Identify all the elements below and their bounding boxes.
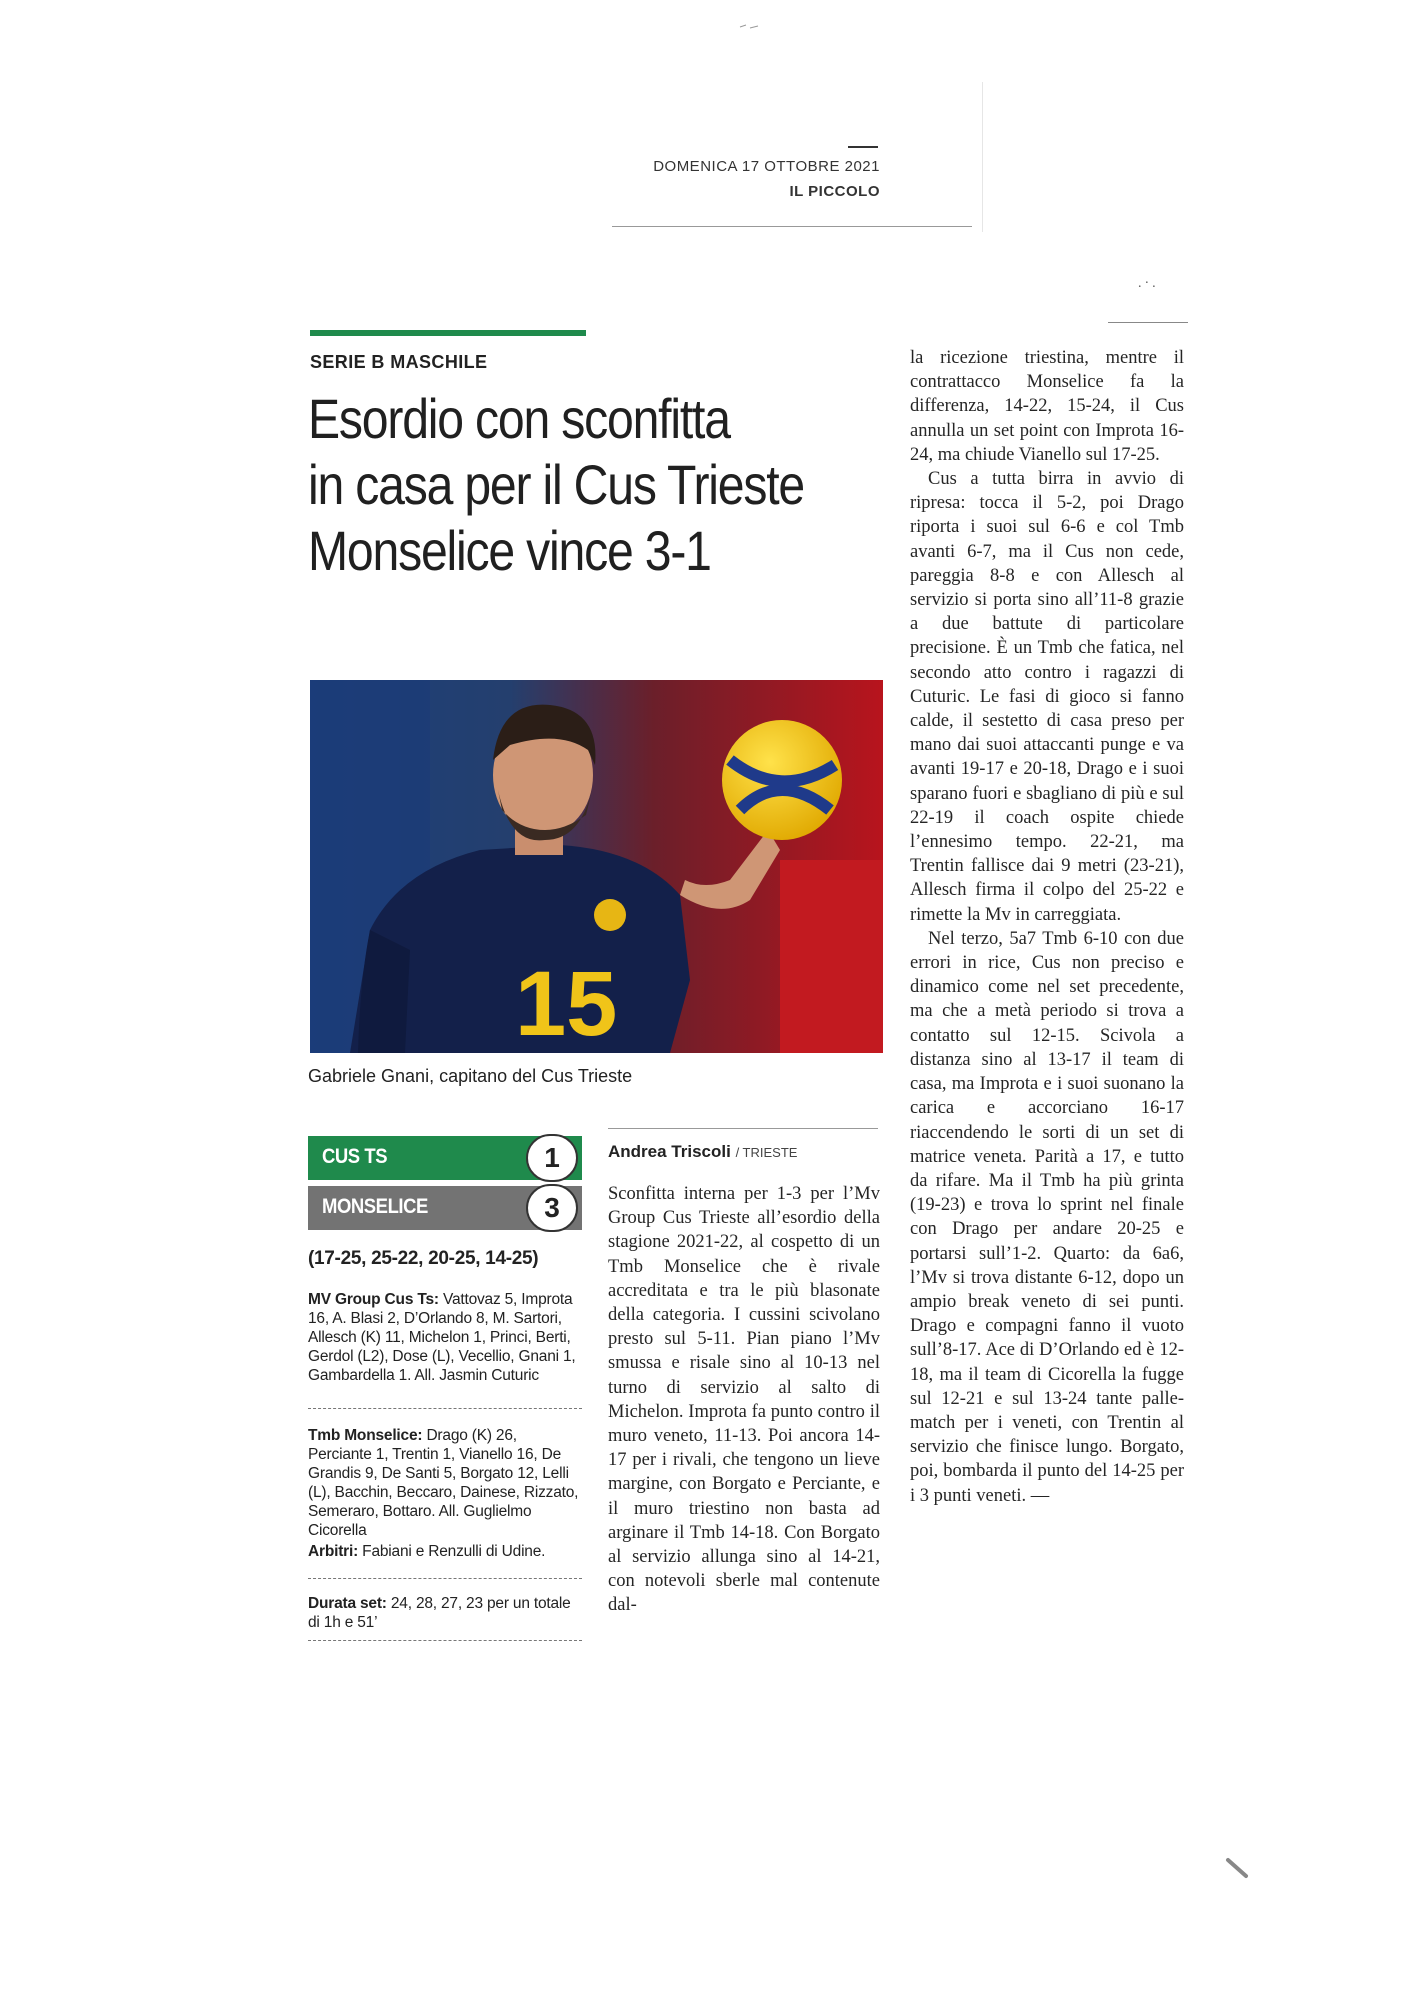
headline [308, 386, 824, 584]
mv-lineup [308, 1290, 580, 1385]
team2-name: MONSELICE [322, 1195, 428, 1218]
scan-mark [1224, 1856, 1252, 1882]
mv-lineup-label: MV Group Cus Ts: [308, 1291, 439, 1308]
dashed-divider [308, 1408, 582, 1409]
dashed-divider [308, 1640, 582, 1641]
photo-caption: Gabriele Gnani, capitano del Cus Trieste [308, 1066, 633, 1086]
header-divider [612, 226, 972, 227]
scan-mark [738, 22, 760, 32]
header-rule [848, 146, 878, 148]
scan-dots: .·. [1138, 276, 1159, 291]
body-paragraph: Sconfitta interna per 1-3 per l’Mv Group Cus Trieste all’esordio della stagione 2021-22, al cospetto di un Tmb Monselice che è rivale accreditata e tra le più blasonate della categoria. I cussini scivolano presto sul 5-11. Pian piano l’Mv smussa e risale sino al 10-13 nel turno di servizio al salto di Michelon. Improta fa punto contro il muro veneto, 11-13. Poi ancora 14-17 per i rivali, che tengono un lieve margine, con Borgato e Perciante, e il muro triestino non basta ad arginare il Tmb 14-18. Con Borgato al servizio allunga sino al 14-21, con notevoli sberle mal contenute dal- [608, 1184, 880, 1616]
byline-city: / TRIESTE [735, 1145, 798, 1160]
headline-line: Monselice vince 3-1 [308, 519, 711, 582]
byline [608, 1142, 797, 1162]
set-duration [308, 1594, 580, 1632]
set-duration-label: Durata set: [308, 1595, 387, 1612]
body-paragraph: Cus a tutta birra in avvio di ripresa: tocca il 5-2, poi Drago riporta i suoi sul 6-6 e col Tmb avanti 6-7, ma il Cus non cede, pareggia 8-8 e con Allesch al servizio si porta sino all’11-8 grazie a due battute di particolare precisione. È un Tmb che fatica, nel secondo atto contro i ragazzi di Cuturic. Le fasi di gioco si fanno calde, il sestetto di casa preso per mano dai suoi attaccanti punge e va avanti 19-17 e 20-18, Drago e i suoi sparano fuori e sbagliano di più e sul 22-19 il coach ospite chiede l’ennesimo tempo. 22-21, ma Trentin fallisce dai 9 metri (23-21), Allesch firma il colpo del 25-22 e rimette la Mv in carreggiata. [910, 469, 1184, 925]
mv-lineup-text: Vattovaz 5, Improta 16, A. Blasi 2, D’Orlando 8, M. Sartori, Allesch (K) 11, Michelon 1, Princi, Berti, Gerdol (L2), Dose (L), Vecellio, Gnani 1, Gambardella 1. All. Jasmin Cuturic [308, 1291, 576, 1384]
referees-text: Fabiani e Renzulli di Udine. [362, 1543, 546, 1560]
referees [308, 1542, 580, 1561]
tmb-lineup [308, 1426, 580, 1540]
clipping-frame [612, 82, 983, 232]
tmb-lineup-text: Drago (K) 26, Perciante 1, Trentin 1, Vianello 16, De Grandis 9, De Santi 5, Borgato 12, Lelli (L), Bacchin, Beccaro, Dainese, Rizzato, Semeraro, Bottaro. All. Guglielmo Cicorella [308, 1427, 579, 1539]
team2-score: 3 [526, 1184, 578, 1232]
team2-bar [308, 1186, 582, 1230]
body-paragraph: Nel terzo, 5a7 Tmb 6-10 con due errori in rice, Cus non preciso e dinamico come nel set precedente, ma che a metà periodo si trova a contatto sul 12-15. Scivola a distanza sino al 13-17 il team di casa, ma Improta e i suoi suonano la carica e accorciano 16-17 riaccendendo le sorti di un set di matrice veneta. Parità a 17, e tutto da rifare. Ma il Tmb ha più grinta (19-23) e trova lo sprint nel finale con Drago per andare 20-25 e portarsi sull’1-2. Quarto: da 6a6, l’Mv si trova distante 6-12, dopo un ampio break veneto di sei punti. Drago e compagni fanno il vuoto sull’8-17. Ace di D’Orlando ed è 12-18, ma il team di Cicorella la fugge sul 12-21 e sul 13-24 tante palle-match per i veneti, con Trentin al servizio che finisce lungo. Borgato, poi, bombarda il punto del 14-25 per i 3 punti veneti. — [910, 928, 1184, 1506]
tmb-lineup-label: Tmb Monselice: [308, 1427, 423, 1444]
byline-author: Andrea Triscoli [608, 1142, 731, 1161]
headline-line: in casa per il Cus Trieste [308, 453, 804, 516]
set-duration-text: 24, 28, 27, 23 per un totale di 1h e 51’ [308, 1595, 571, 1631]
body-column-2 [910, 346, 1184, 1508]
section-accent-bar [310, 330, 586, 336]
body-column-1 [608, 1182, 880, 1618]
headline-line: Esordio con sconfitta [308, 387, 730, 450]
referees-label: Arbitri: [308, 1543, 359, 1560]
svg-text:15: 15 [515, 953, 618, 1053]
team1-name: CUS TS [322, 1145, 388, 1168]
byline-rule [608, 1128, 878, 1129]
dashed-divider [308, 1578, 582, 1579]
team1-bar [308, 1136, 582, 1180]
newspaper-name: IL PICCOLO [789, 183, 880, 200]
article-photo [310, 680, 883, 1053]
body-paragraph: la ricezione triestina, mentre il contrattacco Monselice fa la differenza, 14-22, 15-24, il Cus annulla un set point con Improta 16-24, ma chiude Vianello sul 17-25. [910, 348, 1184, 465]
section-label: SERIE B MASCHILE [310, 352, 488, 372]
team1-score: 1 [526, 1134, 578, 1182]
set-scores: (17-25, 25-22, 20-25, 14-25) [308, 1248, 539, 1269]
publication-date: DOMENICA 17 OTTOBRE 2021 [653, 158, 880, 175]
corner-rule [1108, 322, 1188, 323]
